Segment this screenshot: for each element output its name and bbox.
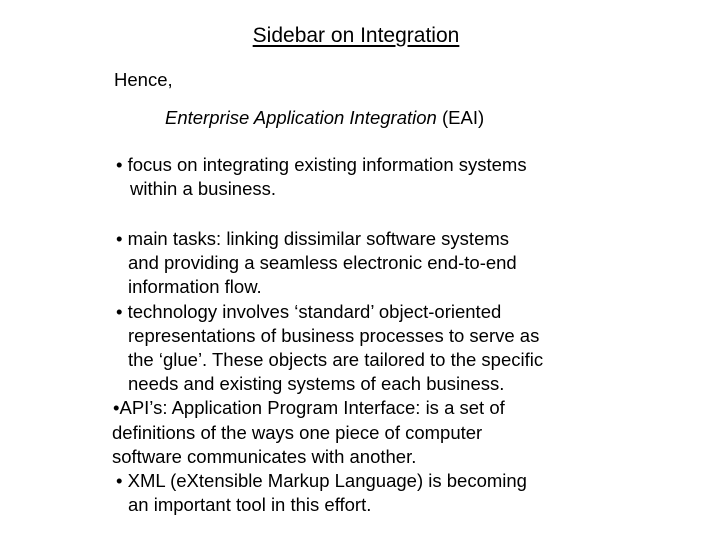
bullet-line: an important tool in this effort. bbox=[128, 494, 372, 516]
bullet-line: • main tasks: linking dissimilar software systems bbox=[116, 228, 510, 249]
eai-definition bbox=[165, 106, 484, 130]
bullet-list bbox=[113, 227, 543, 517]
bullet-technology bbox=[113, 300, 543, 397]
bullet-line: information flow. bbox=[128, 276, 262, 298]
intro-text: Hence, bbox=[114, 69, 173, 90]
bullet-line: • XML (eXtensible Markup Language) is becoming bbox=[116, 470, 527, 492]
bullet-line: the ‘glue’. These objects are tailored to the specific bbox=[128, 349, 544, 371]
slide-title: Sidebar on Integration bbox=[252, 24, 460, 47]
bullet-line: representations of business processes to serve as bbox=[128, 324, 540, 346]
bullet-line: •API’s: Application Program Interface: is a set of bbox=[113, 397, 505, 419]
bullet-line: • focus on integrating existing information systems bbox=[116, 154, 527, 175]
bullet-line: definitions of the ways one piece of computer bbox=[112, 421, 483, 443]
bullet-line: software communicates with another. bbox=[112, 445, 417, 467]
bullet-line: • technology involves ‘standard’ object-oriented bbox=[116, 300, 502, 322]
bullet-line: needs and existing systems of each business. bbox=[128, 373, 505, 395]
bullet-main-tasks bbox=[113, 227, 543, 300]
eai-term: Enterprise Application Integration bbox=[165, 107, 437, 128]
bullet-api bbox=[113, 396, 543, 469]
bullet-line: within a business. bbox=[130, 178, 277, 200]
bullet-line: and providing a seamless electronic end-to-end bbox=[128, 252, 517, 274]
eai-abbreviation: (EAI) bbox=[436, 107, 485, 128]
bullet-focus bbox=[116, 153, 527, 201]
bullet-xml bbox=[113, 469, 543, 517]
